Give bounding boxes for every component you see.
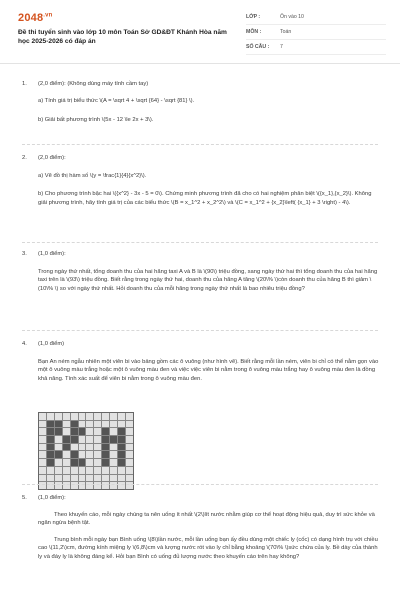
grid-cell [63,421,70,428]
meta-value: Toán [280,29,292,35]
document-title: Đề thi tuyển sinh vào lớp 10 môn Toán Sở GD&ĐT Khánh Hòa năm học 2025-2026 có đáp án [18,29,227,45]
grid-cell [110,428,117,435]
meta-row-subject [246,25,386,40]
grid-cell [102,436,109,443]
grid-cell [102,428,109,435]
grid-cell [86,428,93,435]
grid-cell [126,421,133,428]
grid-cell [126,475,133,482]
grid-cell [86,467,93,474]
question-part: a) Tính giá trị biểu thức \(A = \sqrt 4 + \sqrt {64} - \sqrt {81} \). [38,97,195,104]
grid-cell [102,451,109,458]
grid-cell [55,413,62,420]
question-5 [22,494,382,566]
meta-row-count [246,40,386,55]
grid-cell [118,421,125,428]
grid-cell [71,451,78,458]
grid-cell [118,444,125,451]
grid-cell [118,475,125,482]
grid-cell [118,451,125,458]
question-divider [22,330,378,331]
grid-cell [55,428,62,435]
grid-cell [118,459,125,466]
grid-cell [47,467,54,474]
grid-cell [71,467,78,474]
grid-cell [39,459,46,466]
question-3 [22,250,382,298]
grid-cell [79,428,86,435]
question-heading: (2,0 điểm): (Không dùng máy tính cầm tay) [38,81,149,87]
grid-cell [126,459,133,466]
question-4 [22,340,382,388]
grid-cell [63,467,70,474]
grid-cell [47,451,54,458]
question-number: 3. [22,251,27,257]
question-number: 1. [22,81,27,87]
page-header [0,0,400,64]
grid-cell [110,451,117,458]
brand-name: 2048 [18,12,44,24]
question-heading: (1,0 điểm): [38,251,66,257]
grid-cell [47,444,54,451]
question-divider [22,242,378,243]
grid-cell [55,459,62,466]
grid-cell [110,467,117,474]
grid-cell [102,444,109,451]
question-part: b) Giải bất phương trình \(5x - 12 \le 2x + 3\). [38,117,154,123]
grid-cell [71,475,78,482]
grid-cell [110,413,117,420]
grid-cell [55,421,62,428]
meta-value: 7 [280,44,283,50]
grid-cell [71,421,78,428]
grid-cell [126,444,133,451]
grid-cell [71,428,78,435]
grid-cell [39,436,46,443]
grid-cell [126,413,133,420]
grid-cell [126,436,133,443]
grid-cell [63,428,70,435]
exam-meta [246,10,386,55]
question-part: Trong ngày thứ nhất, tổng doanh thu của hai hãng taxi A và B là \(90\) triệu đồng, sang ngày thứ hai thì tổng doanh thu của hai hãng taxi trên là \(93\) triệu đồng. Biết rằng trong ngày thứ hai, doanh thu của hãng A tăng \(20\% \)còn doanh thu của hãng B thì giảm \(10\% \) so với ngày thứ nhất. Hỏi doanh thu của mỗi hãng trong ngày thứ nhất là bao nhiêu triệu đồng? [38,268,378,292]
grid-board-figure [38,412,134,490]
grid-cell [63,444,70,451]
grid-cell [79,421,86,428]
grid-cell [86,444,93,451]
meta-label: MÔN : [246,29,262,35]
grid-cell [86,451,93,458]
grid-cell [86,459,93,466]
grid-cell [63,459,70,466]
grid-cell [79,451,86,458]
question-2 [22,154,382,212]
grid-cell [63,436,70,443]
grid-cell [94,467,101,474]
grid-cell [55,444,62,451]
grid-cell [110,444,117,451]
grid-cell [94,413,101,420]
grid-cell [71,459,78,466]
grid-cell [94,436,101,443]
grid-cell [102,413,109,420]
grid-cell [47,459,54,466]
question-part: a) Vẽ đồ thị hàm số \(y = \frac{1}{4}{x^2}\). [38,172,147,179]
grid-cell [118,436,125,443]
grid-cell [110,459,117,466]
grid-cell [63,413,70,420]
grid-cell [79,444,86,451]
meta-label: SỐ CÂU : [246,44,270,50]
grid-cell [63,451,70,458]
grid-cell [55,436,62,443]
grid-cell [47,436,54,443]
grid-cell [39,451,46,458]
grid-cell [102,475,109,482]
grid-cell [79,459,86,466]
grid-cell [39,475,46,482]
meta-row-class [246,10,386,25]
grid-cell [118,428,125,435]
grid-cell [86,413,93,420]
grid-cell [39,444,46,451]
question-divider [22,144,378,145]
grid-cell [63,475,70,482]
grid-cell [79,413,86,420]
grid-cell [47,428,54,435]
grid-cell [39,428,46,435]
question-number: 4. [22,341,27,347]
question-heading: (2,0 điểm): [38,155,66,161]
grid-cell [86,421,93,428]
grid-cell [79,436,86,443]
question-divider [22,484,378,485]
grid-cell [126,467,133,474]
grid-cell [71,436,78,443]
grid-cell [102,421,109,428]
grid-cell [126,428,133,435]
grid-cell [39,421,46,428]
grid-cell [86,475,93,482]
grid-cell [47,421,54,428]
grid-cell [71,413,78,420]
question-1 [22,80,382,130]
question-number: 5. [22,495,27,501]
grid-cell [118,467,125,474]
grid-cell [71,444,78,451]
grid-cell [110,475,117,482]
grid-cell [94,459,101,466]
question-heading: (1,0 điểm) [38,341,65,347]
question-number: 2. [22,155,27,161]
grid-cell [94,475,101,482]
question-part: Theo khuyến cáo, mỗi ngày chúng ta nên uống ít nhất \(2\)lít nước nhằm giúp cơ thể hoạt động hiệu quả, duy trì sức khỏe và ngăn ngừa bệnh tật. [38,511,375,526]
meta-value: Ôn vào 10 [280,14,304,20]
grid-cell [55,451,62,458]
grid-cell [79,467,86,474]
grid-cell [118,413,125,420]
grid-cell [102,459,109,466]
meta-label: LỚP : [246,14,261,20]
question-part: Trung bình mỗi ngày bạn Bình uống \(8\)lần nước, mỗi lần uống bạn ấy đều dùng một chiếc ly (cốc) có dạng hình trụ với chiều cao \(11,2\)cm, đường kính miệng ly \(6,8\)cm và lượng nước rót vào ly chỉ bằng khoảng \(70\% \)sức chứa của ly. Bề dày của thành ly và đáy ly là không đáng kể. Hỏi bạn Bình có uống đủ lượng nước theo khuyến cáo trên hay không? [38,536,378,560]
grid-cell [47,413,54,420]
grid-cell [94,428,101,435]
question-part: b) Cho phương trình bậc hai \({x^2} - 3x - 5 = 0\). Chứng minh phương trình đã cho có hai nghiệm phân biệt \({x_1},{x_2}\). Không giải phương trình, hãy tính giá trị của các biểu thức \(B = x_1^2 + x_2^2\) và \(C = x_1^2 + {x_2}\left( {x_1} + 3 \right) - 4\). [38,191,372,206]
grid-cell [110,421,117,428]
site-logo[interactable] [18,12,53,24]
brand-suffix: .vn [43,12,53,19]
grid-cell [94,421,101,428]
grid-cell [94,451,101,458]
grid-cell [55,467,62,474]
grid-cell [110,436,117,443]
grid-cell [47,475,54,482]
grid-cell [55,475,62,482]
grid-cell [39,467,46,474]
grid-cell [86,436,93,443]
grid-cell [126,451,133,458]
question-part: Bạn An ném ngẫu nhiên một viên bi vào bảng gồm các ô vuông (như hình vẽ). Biết rằng mỗi lần ném, viên bi chỉ có thể nằm gọn vào một ô vuông màu trắng hoặc một ô vuông màu đen và việc việc viên bi nằm trong ô vuông màu trắng hay ô vuông màu đen là đồng khả năng. Tính xác suất để viên bi nằm trong ô vuông màu đen. [38,358,379,382]
question-heading: (1,0 điểm): [38,495,66,501]
grid-cell [39,413,46,420]
grid-cell [79,475,86,482]
grid-cell [102,467,109,474]
grid-cell [94,444,101,451]
